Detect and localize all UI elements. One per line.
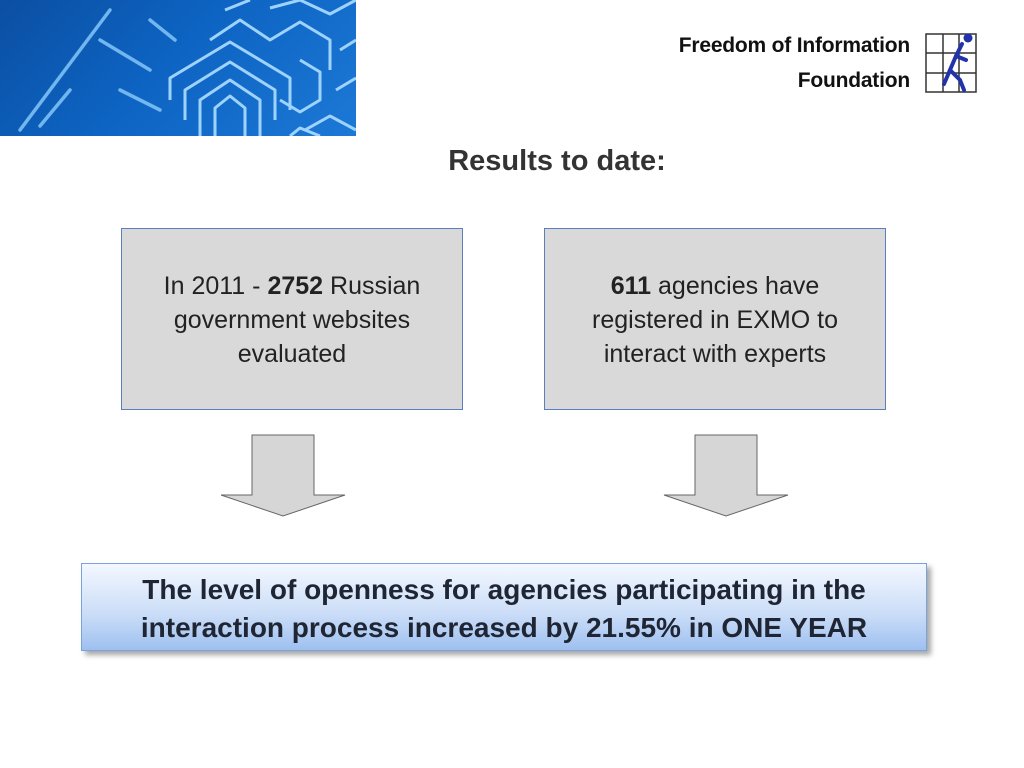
stat-box-agencies [544, 228, 886, 410]
stat-suffix-agencies: agencies have registered in EXMO to interact with experts [592, 272, 838, 368]
stat-number-websites: 2752 [267, 272, 324, 300]
stat-prefix: In 2011 - [163, 272, 268, 300]
logo-line-2: Foundation [797, 69, 910, 92]
maze-pattern [0, 0, 356, 136]
stat-suffix: Russian government websites evaluated [173, 272, 421, 368]
down-arrow-icon [662, 434, 790, 518]
result-callout [81, 563, 927, 651]
corner-maze-art [0, 0, 356, 136]
stat-box-websites [121, 228, 463, 410]
result-line-2: interaction process increased by 21.55% in ONE YEAR [140, 612, 868, 643]
foundation-logo [679, 28, 980, 98]
figure-on-grid-logo-icon [922, 30, 980, 96]
stat-number-agencies: 611 [610, 272, 652, 300]
slide-title: Results to date: [448, 145, 666, 177]
down-arrow-icon [219, 434, 347, 518]
logo-line-1: Freedom of Information [678, 34, 910, 57]
logo-text [679, 28, 910, 98]
result-line-1: The level of openness for agencies participating in the [142, 574, 866, 605]
